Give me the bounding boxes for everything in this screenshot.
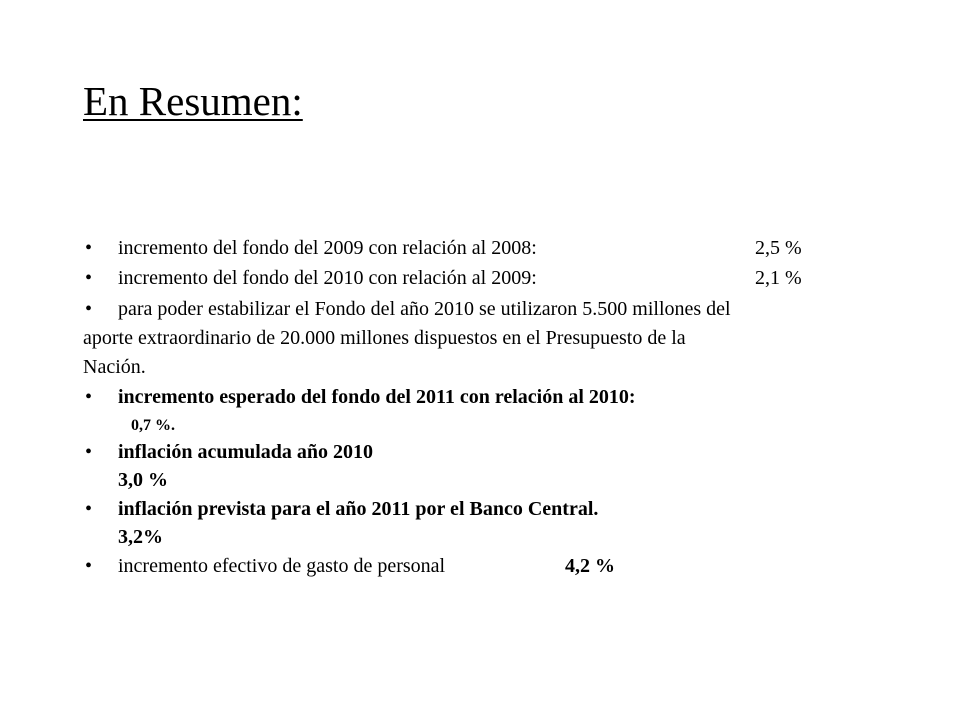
bullet: • <box>85 441 93 463</box>
item-value: 0,7 %. <box>131 417 175 434</box>
item-value: 3,0 % <box>118 469 168 491</box>
item-value: 2,5 % <box>755 237 802 259</box>
item-text: para poder estabilizar el Fondo del año 2010 se utilizaron 5.500 millones del <box>118 298 731 320</box>
bullet: • <box>85 298 93 320</box>
item-text: incremento esperado del fondo del 2011 con relación al 2010: <box>118 386 636 408</box>
item-text: incremento del fondo del 2009 con relación al 2008: <box>118 237 537 259</box>
item-value: 3,2% <box>118 526 163 548</box>
bullet: • <box>85 498 93 520</box>
bullet: • <box>85 386 93 408</box>
item-text: inflación acumulada año 2010 <box>118 441 374 463</box>
bullet: • <box>85 555 93 577</box>
item-text: inflación prevista para el año 2011 por el Banco Central. <box>118 498 599 520</box>
item-value: 2,1 % <box>755 267 802 289</box>
item-text-continued: aporte extraordinario de 20.000 millones dispuestos en el Presupuesto de la <box>83 327 686 349</box>
item-text-continued: Nación. <box>83 356 146 378</box>
item-text: incremento del fondo del 2010 con relación al 2009: <box>118 267 537 289</box>
bullet: • <box>85 237 93 259</box>
bullet: • <box>85 267 93 289</box>
item-value: 4,2 % <box>565 555 615 577</box>
slide-title: En Resumen: <box>83 78 303 124</box>
item-text: incremento efectivo de gasto de personal <box>118 555 446 577</box>
